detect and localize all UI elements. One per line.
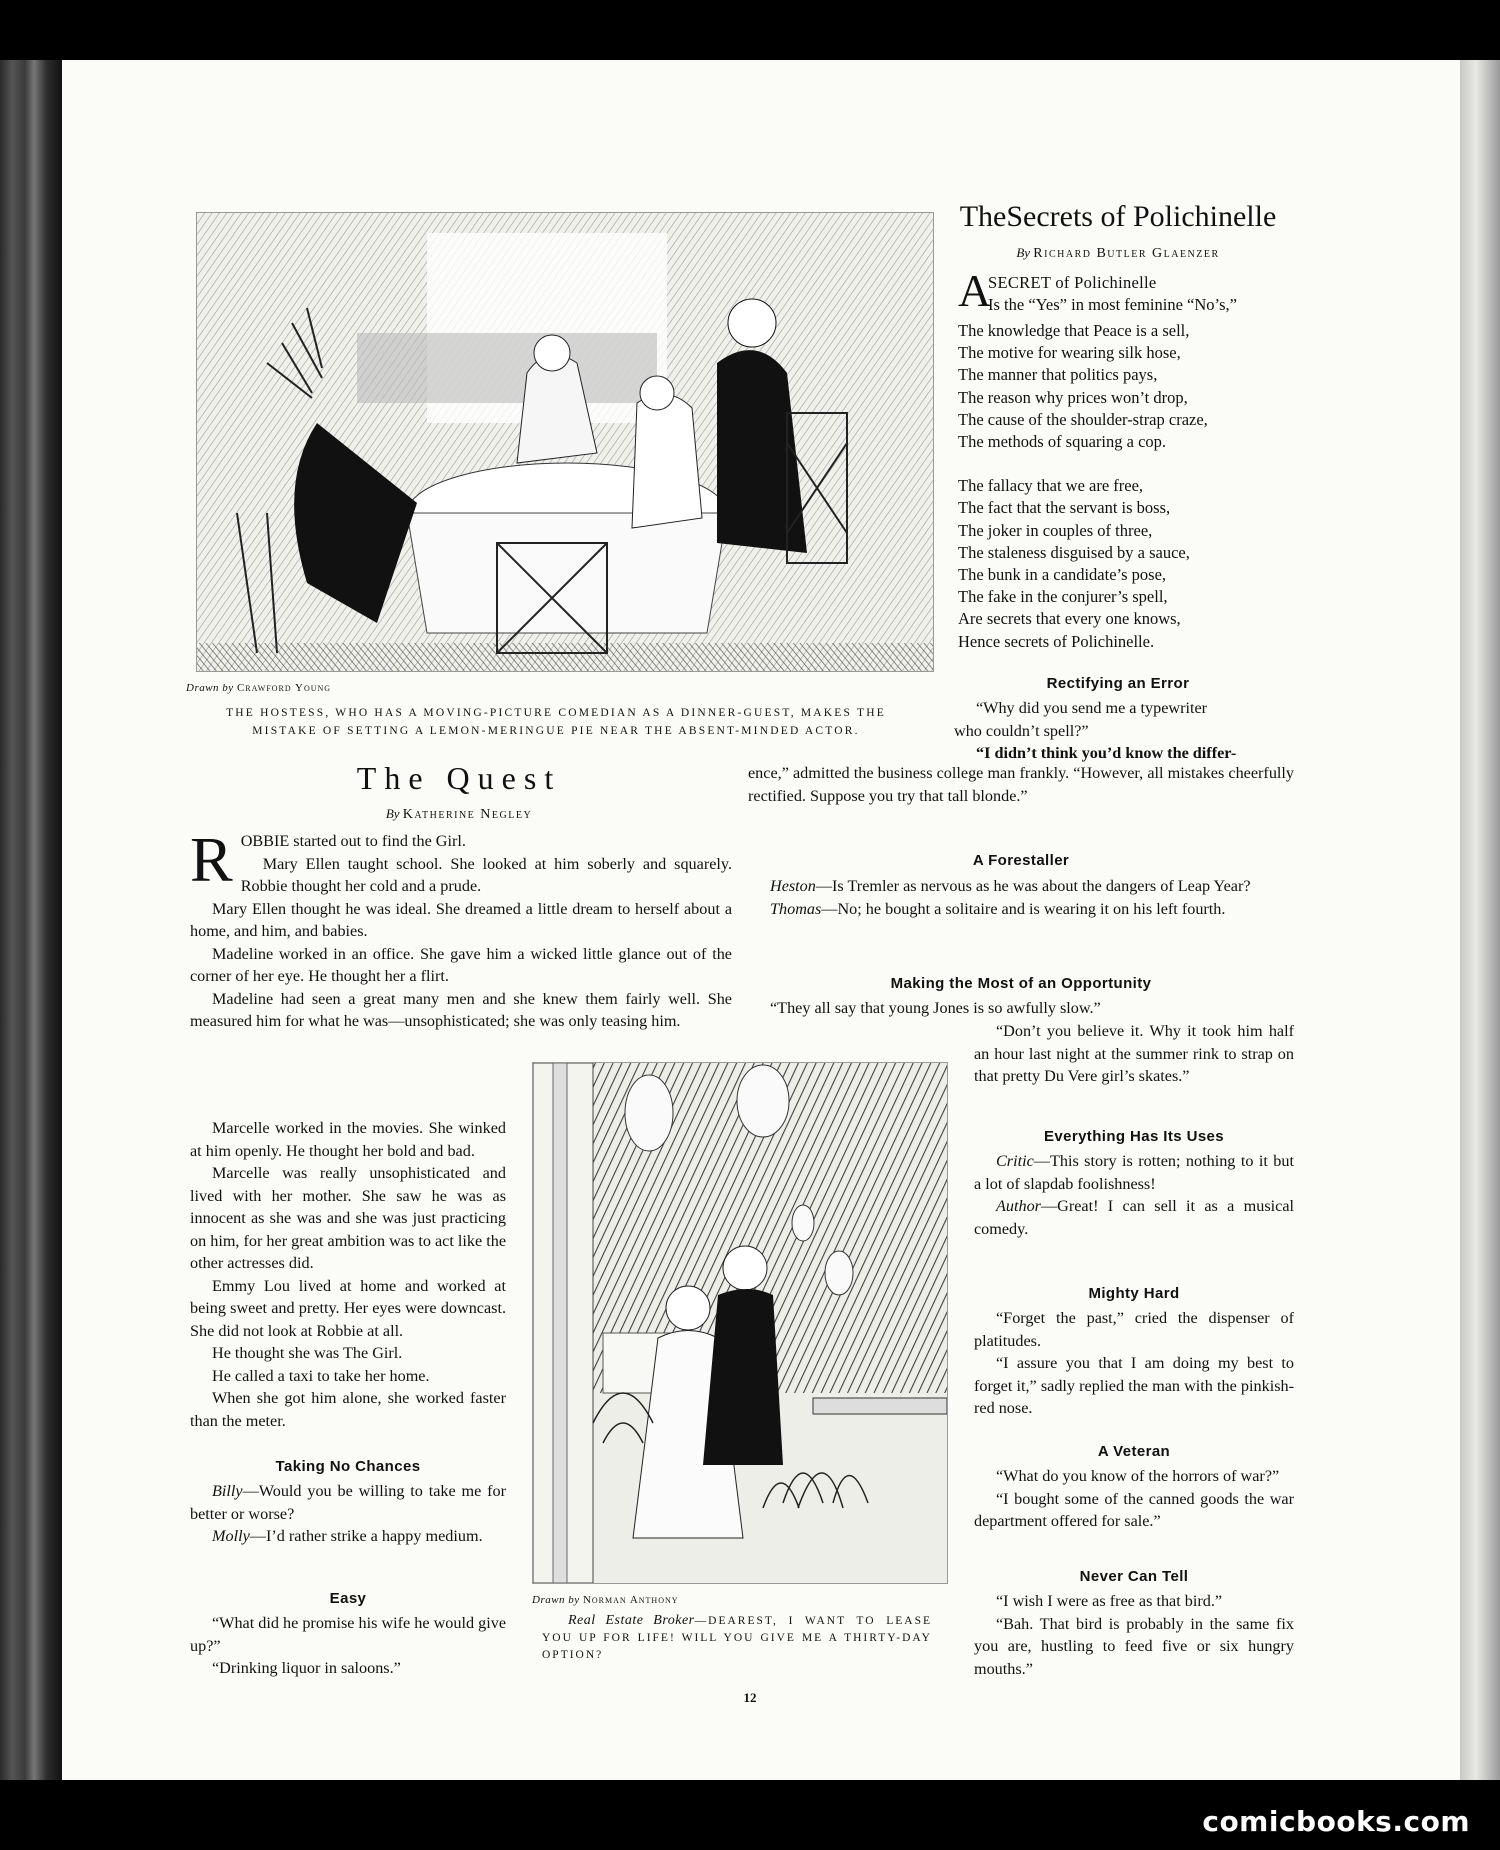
poem-line: The bunk in a candidate’s pose, <box>958 565 1167 585</box>
opportunity-second: “Don’t you believe it. Why it took him half an hour last night at the summer rink to strap on that pretty Du Vere girl’s skates.” <box>974 1022 1294 1085</box>
poem-line: The fact that the servant is boss, <box>958 498 1171 518</box>
magazine-page <box>62 60 1460 1780</box>
poem-line: The motive for wearing silk hose, <box>958 343 1181 363</box>
poem-dropcap: A <box>958 265 992 316</box>
quest-title: The Quest <box>356 760 562 796</box>
dinner-party-drawing <box>197 213 933 671</box>
page-edge <box>1460 60 1500 1780</box>
forestaller-body: Heston—Is Tremler as nervous as he was about the dangers of Leap Year? Thomas—No; he bought a solitaire and is wearing it on his left fourth. <box>770 877 1251 918</box>
uses-title: Everything Has Its Uses <box>1043 1128 1225 1145</box>
quest-body-narrow: Marcelle worked in the movies. She winked at him openly. He thought her bold and bad. Marcelle was really unsophisticated and lived with her mother. She saw he was as innocent as she was and she was just practicing on him, for her great ambition was to act like the other actresses did. Emmy Lou lived at home and worked at being sweet and pretty. Her eyes were downcast. She did not look at Robbie at all. He thought she was The Girl. He called a taxi to take her home. When she got him alone, she worked faster than the meter. <box>190 1119 507 1430</box>
poem-line: The joker in couples of three, <box>958 520 1153 540</box>
poem-line: The fake in the conjurer’s spell, <box>958 587 1168 607</box>
quest-dropcap: R <box>190 824 233 895</box>
quest-byline: By Katherine Negley <box>385 806 533 822</box>
poem-line: The manner that politics pays, <box>958 365 1158 385</box>
uses-body: Critic—This story is rotten; nothing to it but a lot of slapdab foolishness! Author—Great! I can sell it as a musical comedy. <box>974 1152 1294 1238</box>
chances-title: Taking No Chances <box>275 1458 421 1475</box>
illustration2-credit: Drawn by Norman Anthony <box>532 1594 679 1606</box>
rectifying-title: Rectifying an Error <box>1046 675 1190 692</box>
veteran-title: A Veteran <box>1097 1443 1171 1460</box>
illustration-credit: Drawn by Crawford Young <box>186 682 332 694</box>
opportunity-title: Making the Most of an Opportunity <box>890 975 1152 992</box>
quest-body-full: R OBBIE started out to find the Girl. Mary Ellen taught school. She looked at him soberly and squarely. Robbie thought her cold and a prude. Mary Ellen thought he was ideal. She dreamed a little dream to herself about a home, and him, and babies. Madeline worked in an office. She gave him a wicked little glance out of the corner of her eye. He thought her a flirt. Madeline had seen a great many men and she knew them fairly well. She measured him for what he was—unsophisticated; she was only teasing him. <box>190 824 732 1030</box>
opportunity-first: “They all say that young Jones is so awfully slow.” <box>770 999 1101 1017</box>
forestaller-title: A Forestaller <box>972 852 1070 869</box>
page-number: 12 <box>743 1690 757 1705</box>
veteran-body: “What do you know of the horrors of war?” “I bought some of the canned goods the war department offered for sale.” <box>974 1467 1294 1530</box>
dinner-party-illustration <box>196 212 934 672</box>
poem-line: Are secrets that every one knows, <box>958 609 1181 629</box>
easy-body: “What did he promise his wife he would give up?” “Drinking liquor in saloons.” <box>190 1614 506 1677</box>
book-binding <box>0 60 62 1780</box>
poem-line: Hence secrets of Polichinelle. <box>958 631 1155 651</box>
poem-body: A SECRET of Polichinelle Is the “Yes” in most feminine “No’s,” The knowledge that Peace is a sell, The motive for wearing silk hose, The manner that politics pays, The reason why prices won’t drop, The cause of the shoulder-strap craze, The methods of squaring a cop. The fallacy that we are free, The fact that the servant is boss, The joker in couples of three, The staleness disguised by a sauce, The bunk in a candidate’s pose, The fake in the conjurer’s spell, Are secrets that every one knows, Hence secrets of Polichinelle. <box>958 272 1298 653</box>
poem-title: TheSecrets of Polichinelle <box>959 200 1277 233</box>
nevertell-body: “I wish I were as free as that bird.” “Bah. That bird is probably in the same fix you are, hustling to feed five or six hungry mouths.” <box>974 1592 1294 1678</box>
mighty-body: “Forget the past,” cried the dispenser of platitudes. “I assure you that I am doing my best to forget it,” sadly replied the man with the pinkish-red nose. <box>974 1309 1294 1417</box>
poem-line: The fallacy that we are free, <box>958 476 1144 496</box>
poem-line: The reason why prices won’t drop, <box>958 387 1188 407</box>
poem-line: The knowledge that Peace is a sell, <box>958 321 1190 340</box>
mighty-title: Mighty Hard <box>1088 1285 1180 1302</box>
poem-byline: By Richard Butler Glaenzer <box>1016 245 1220 261</box>
illustration2-caption: Real Estate Broker—DEAREST, I WANT TO LEASE YOU UP FOR LIFE! WILL YOU GIVE ME A THIRTY-DAY OPTION? <box>542 1613 932 1661</box>
poem-line: The methods of squaring a cop. <box>958 432 1167 452</box>
rectifying-body: “Why did you send me a typewriter who couldn’t spell?” “I didn’t think you’d know the differ- <box>954 699 1237 762</box>
poem-line: The cause of the shoulder-strap craze, <box>958 409 1208 429</box>
site-watermark: comicbooks.com <box>1202 1805 1470 1838</box>
chances-body: Billy—Would you be willing to take me for better or worse? Molly—I’d rather strike a happy medium. <box>190 1482 506 1545</box>
poem-line: The staleness disguised by a sauce, <box>958 542 1190 562</box>
easy-title: Easy <box>329 1590 367 1607</box>
illustration-caption: THE HOSTESS, WHO HAS A MOVING-PICTURE COMEDIAN AS A DINNER-GUEST, MAKES THE MISTAKE OF SETTING A LEMON-MERINGUE PIE NEAR THE ABSENT-MINDED ACTOR. <box>226 707 886 737</box>
rectifying-continued: ence,” admitted the business college man frankly. “However, all mistakes cheerfully rectified. Suppose you try that tall blonde.” <box>748 764 1294 805</box>
nevertell-title: Never Can Tell <box>1079 1568 1189 1585</box>
garden-couple-illustration <box>532 1062 948 1584</box>
garden-couple-drawing <box>533 1063 947 1583</box>
